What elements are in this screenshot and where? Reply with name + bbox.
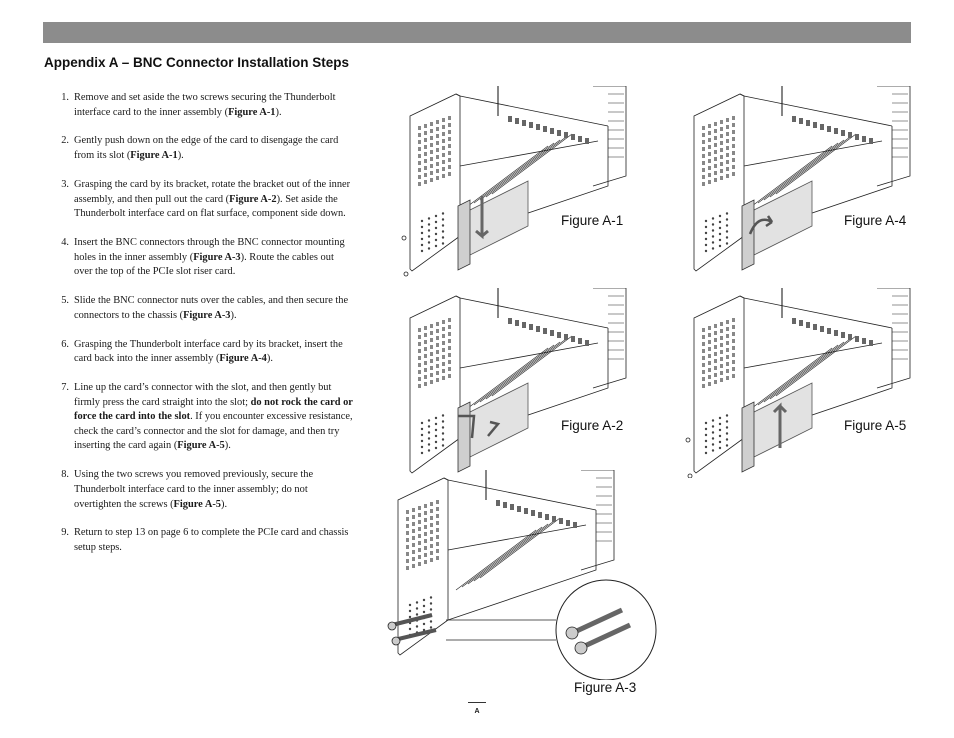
step-text-run: Gently push down on the edge of the card to disengage the card from its slot ( [74,135,339,162]
step-number: 8. [61,469,69,481]
step-text [74,178,354,222]
step-text [74,236,354,280]
step-text-run: Grasping the card by its bracket, rotate the bracket out of the inner assembly, and then pull out the card ( [74,178,351,205]
step-text-run: Insert the BNC connectors through the BNC connector mounting holes in the inner assembly ( [74,237,345,263]
instruction-steps [44,91,354,570]
step-item [44,526,354,555]
step-text-bold: Figure A-3 [193,251,241,263]
step-item [44,178,354,222]
figure-a5-caption: Figure A-5 [844,418,907,433]
step-text-run: Slide the BNC connector nuts over the cables, and then secure the connectors to the chassis ( [74,295,349,321]
step-text-run: Grasping the Thunderbolt interface card by its bracket, insert the card back into the inner assembly ( [74,338,343,365]
step-number: 3. [61,178,69,190]
step-number: 7. [61,382,69,394]
step-text-run: ). Set aside the Thunderbolt interface card on flat surface, component side down. [74,193,346,220]
step-text [74,468,354,512]
figure-a3-illustration [386,470,666,680]
step-item [44,338,354,367]
step-item [44,91,354,120]
figure-a1-illustration [398,86,630,286]
page-number: A [474,708,480,715]
header-bar [43,22,911,43]
step-number: 5. [61,295,69,307]
figure-a4-caption: Figure A-4 [844,213,907,228]
step-item [44,468,354,512]
step-text-run: ). [220,498,228,510]
step-text-bold: Figure A-1 [228,106,276,118]
step-text [74,526,354,555]
step-text-bold: Figure A-3 [183,309,231,321]
page-number-rule [468,702,486,703]
step-text [74,134,354,163]
step-text-run: ). [275,106,282,118]
step-text-run: ). [224,440,231,452]
step-text-run: ). [266,353,273,365]
step-text [74,91,354,120]
figure-a1-caption: Figure A-1 [561,213,624,228]
step-text [74,338,354,367]
step-number: 9. [61,527,69,539]
step-item [44,381,354,454]
step-item [44,134,354,163]
step-text-bold: Figure A-4 [219,353,267,365]
step-text-run: . If you encounter excessive resistance, check the card’s connector and the slot for damage, and then try inserting the card again ( [74,411,353,452]
step-text-run: Using the two screws you removed previously, secure the Thunderbolt interface card to the inner assembly; do not overtighten the screws ( [74,469,314,510]
step-text-run: ). [177,150,184,162]
step-item [44,294,354,323]
step-number: 6. [61,338,69,350]
figure-a5-illustration [682,288,914,478]
step-text-run: Line up the card’s connector with the slot, and then gently but firmly press the card straight into the slot; [74,382,332,408]
step-text-bold: Figure A-5 [173,498,221,510]
figure-a2-caption: Figure A-2 [561,418,624,433]
step-text-bold: Figure A-5 [177,440,225,452]
step-number: 2. [61,135,69,147]
step-text [74,294,354,323]
page-title: Appendix A – BNC Connector Installation Steps [44,55,350,70]
step-text-run: ). [230,309,237,321]
step-text-bold: Figure A-1 [130,150,178,162]
step-text-run: ). Route the cables out over the top of the PCIe slot riser card. [74,251,334,278]
step-number: 1. [61,92,69,103]
figure-a2-illustration [398,288,630,478]
step-item [44,236,354,280]
figure-a4-illustration [682,86,914,286]
figure-a3-caption: Figure A-3 [574,680,637,695]
step-text-run: Remove and set aside the two screws securing the Thunderbolt interface card to the inner assembly ( [74,92,336,118]
step-text [74,381,354,454]
step-text-bold: Figure A-2 [229,193,277,205]
step-number: 4. [61,237,69,249]
step-text-run: Return to step 13 on page 6 to complete the PCIe card and chassis setup steps. [74,527,349,554]
step-text-bold: do not rock the card or force the card into the slot [74,396,353,423]
